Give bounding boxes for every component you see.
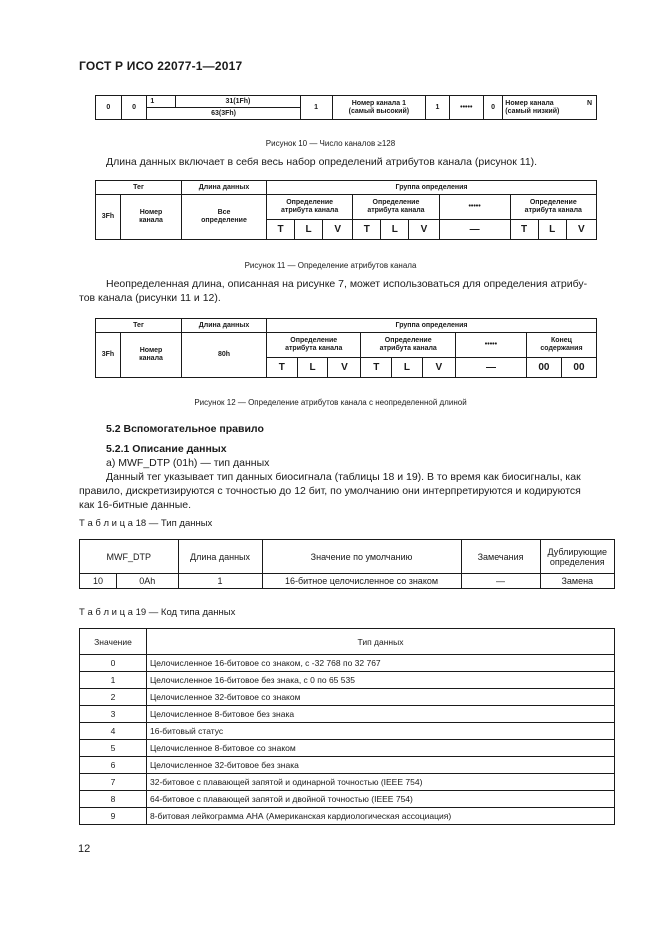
fig11-tag-value: 3Fh	[96, 195, 121, 240]
figure-12-table	[95, 318, 597, 378]
fig11-v: V	[409, 220, 439, 240]
fig11-def-c-l1: Определение	[529, 199, 577, 206]
t18-header: Длина данных	[178, 540, 262, 574]
fig11-dots: •••••	[439, 195, 510, 220]
fig12-tag-value: 3Fh	[96, 333, 121, 378]
fig11-all-l1: Все	[217, 209, 231, 216]
fig11-channel-number	[121, 195, 182, 240]
fig12-dash: —	[455, 358, 526, 378]
fig11-length-header: Длина данных	[182, 181, 267, 195]
figure-12-caption: Рисунок 12 — Определение атрибутов канала с неопределенной длиной	[194, 398, 467, 407]
table-row	[80, 791, 615, 808]
table-row	[80, 672, 615, 689]
figure-11-table	[95, 180, 597, 240]
table-19-label: Т а б л и ц а 19 — Код типа данных	[79, 607, 236, 618]
fig11-v: V	[323, 220, 353, 240]
fig12-channel-number-l2: канала	[139, 355, 163, 362]
document-header: ГОСТ Р ИСО 22077-1—2017	[79, 59, 243, 73]
fig10-bit: 1	[426, 96, 450, 120]
fig10-channel-n-note: (самый низкий)	[505, 107, 560, 115]
fig12-end-l1: Конец	[550, 337, 572, 344]
page-number: 12	[78, 843, 91, 855]
fig11-def-a	[267, 195, 353, 220]
fig11-def-c-l2: атрибута канала	[524, 207, 582, 214]
t19-type: Целочисленное 8-битовое со знаком	[147, 740, 615, 757]
fig11-v: V	[566, 220, 596, 240]
fig12-def-a	[267, 333, 361, 358]
table-row	[80, 757, 615, 774]
t18-cell: 10	[80, 574, 117, 589]
fig12-def-b-l1: Определение	[384, 337, 432, 344]
table-row	[80, 655, 615, 672]
fig11-dash: —	[439, 220, 510, 240]
fig11-def-c	[510, 195, 596, 220]
fig12-length-header: Длина данных	[182, 319, 267, 333]
fig12-l: L	[392, 358, 423, 378]
fig12-v: V	[328, 358, 361, 378]
fig12-v: V	[422, 358, 455, 378]
t19-value: 9	[80, 808, 147, 825]
fig12-def-a-l1: Определение	[290, 337, 338, 344]
fig10-bit: 1	[147, 96, 176, 108]
figure-10-table	[95, 95, 597, 120]
fig11-def-b-l1: Определение	[372, 199, 420, 206]
fig12-length-value: 80h	[182, 333, 267, 378]
paragraph-3-l3: как 16-битные данные.	[79, 499, 192, 511]
t18-cell: —	[461, 574, 540, 589]
t18-cell: 0Ah	[117, 574, 179, 589]
fig12-group-header: Группа определения	[267, 319, 597, 333]
t18-header-dup-l2: определения	[549, 556, 605, 567]
fig10-channel-1	[332, 96, 426, 120]
fig12-def-a-l2: атрибута канала	[285, 345, 343, 352]
item-a: а) MWF_DTP (01h) — тип данных	[106, 457, 270, 469]
paragraph-3-l2: правило, дискретизируются с точностью до 12 бит, по умолчанию они интерпретируются и кодируются	[79, 485, 581, 497]
fig10-bit: 0	[96, 96, 122, 120]
fig11-t: T	[353, 220, 381, 240]
fig11-channel-number-l1: Номер	[139, 209, 163, 216]
paragraph-1: Длина данных включает в себя весь набор определений атрибутов канала (рисунок 11).	[106, 156, 538, 168]
t19-value: 3	[80, 706, 147, 723]
fig11-group-header: Группа определения	[267, 181, 597, 195]
t19-type: 64-битовое с плавающей запятой и двойной точностью (IEEE 754)	[147, 791, 615, 808]
fig12-t: T	[361, 358, 392, 378]
t19-type: Целочисленное 16-битовое со знаком, с -32 768 по 32 767	[147, 655, 615, 672]
fig11-t: T	[267, 220, 295, 240]
fig11-l: L	[381, 220, 409, 240]
fig12-t: T	[267, 358, 298, 378]
t19-value: 2	[80, 689, 147, 706]
fig12-zero: 00	[526, 358, 561, 378]
t19-type: Целочисленное 32-битовое без знака	[147, 757, 615, 774]
table-18	[79, 539, 615, 589]
table-18-label: Т а б л и ц а 18 — Тип данных	[79, 518, 213, 529]
fig12-def-b	[361, 333, 455, 358]
section-5-2-1-heading: 5.2.1 Описание данных	[106, 443, 227, 455]
fig11-def-b	[353, 195, 439, 220]
fig12-channel-number-l1: Номер	[139, 347, 163, 354]
fig11-def-a-l1: Определение	[286, 199, 334, 206]
figure-11-caption: Рисунок 11 — Определение атрибутов канала	[244, 261, 417, 270]
t18-header: MWF_DTP	[80, 540, 179, 574]
fig12-end-l2: содержания	[540, 345, 583, 352]
fig11-def-a-l2: атрибута канала	[281, 207, 339, 214]
t18-header-dup	[540, 540, 614, 574]
t19-value: 8	[80, 791, 147, 808]
fig10-dots: •••••	[449, 96, 483, 120]
fig11-l: L	[295, 220, 323, 240]
fig10-channel-n-label: Номер канала	[505, 99, 554, 107]
t19-value: 0	[80, 655, 147, 672]
paragraph-2a: Неопределенная длина, описанная на рисунке 7, может использоваться для определения атрибу-	[106, 278, 588, 290]
fig10-bit: 0	[483, 96, 503, 120]
t19-header: Значение	[80, 629, 147, 655]
t19-type: Целочисленное 32-битовое со знаком	[147, 689, 615, 706]
fig12-zero: 00	[561, 358, 596, 378]
fig11-def-b-l2: атрибута канала	[367, 207, 425, 214]
fig10-bit: 0	[121, 96, 147, 120]
figure-10-caption: Рисунок 10 — Число каналов ≥128	[265, 139, 396, 148]
paragraph-2b: тов канала (рисунки 11 и 12).	[79, 292, 221, 304]
fig11-tag-header: Тег	[96, 181, 182, 195]
fig12-dots: •••••	[455, 333, 526, 358]
table-19	[79, 628, 615, 825]
fig10-channel-n	[503, 96, 597, 120]
t19-type: Целочисленное 16-битовое без знака, с 0 по 65 535	[147, 672, 615, 689]
t19-type: 8-битовая лейкограмма АНА (Американская кардиологическая ассоциация)	[147, 808, 615, 825]
t18-header: Значение по умолчанию	[262, 540, 461, 574]
t19-header: Тип данных	[147, 629, 615, 655]
fig10-bit: 1	[300, 96, 332, 120]
table-row	[80, 723, 615, 740]
fig11-all-l2: определение	[201, 217, 247, 224]
t19-value: 1	[80, 672, 147, 689]
fig11-l: L	[538, 220, 566, 240]
fig12-end	[526, 333, 596, 358]
t19-type: Целочисленное 8-битовое без знака	[147, 706, 615, 723]
table-row	[80, 808, 615, 825]
fig12-l: L	[297, 358, 328, 378]
t19-value: 7	[80, 774, 147, 791]
t18-header-dup-l1: Дублирующие	[547, 546, 608, 557]
section-5-2-heading: 5.2 Вспомогательное правило	[106, 423, 264, 435]
t18-cell: 16-битное целочисленное со знаком	[262, 574, 461, 589]
t19-value: 5	[80, 740, 147, 757]
t18-cell: 1	[178, 574, 262, 589]
paragraph-3-l1: Данный тег указывает тип данных биосигнала (таблицы 18 и 19). В то время как биосигналы, как	[106, 471, 581, 483]
t19-value: 6	[80, 757, 147, 774]
fig10-channel-1-note: (самый высокий)	[348, 107, 410, 115]
t18-cell: Замена	[540, 574, 614, 589]
fig12-tag-header: Тег	[96, 319, 182, 333]
fig10-value-bottom: 63(3Fh)	[147, 108, 300, 120]
t18-header: Замечания	[461, 540, 540, 574]
table-row	[80, 774, 615, 791]
fig10-n: N	[586, 99, 592, 107]
fig12-def-b-l2: атрибута канала	[379, 345, 437, 352]
table-row	[80, 706, 615, 723]
fig11-t: T	[510, 220, 538, 240]
fig10-value-top: 31(1Fh)	[176, 96, 300, 108]
fig12-channel-number	[121, 333, 182, 378]
fig11-channel-number-l2: канала	[139, 217, 163, 224]
table-row	[80, 689, 615, 706]
fig11-all-definition	[182, 195, 267, 240]
t19-value: 4	[80, 723, 147, 740]
table-row	[80, 740, 615, 757]
t19-type: 32-битовое с плавающей запятой и одинарной точностью (IEEE 754)	[147, 774, 615, 791]
fig10-channel-1-label: Номер канала 1	[351, 99, 406, 107]
t19-type: 16-битовый статус	[147, 723, 615, 740]
